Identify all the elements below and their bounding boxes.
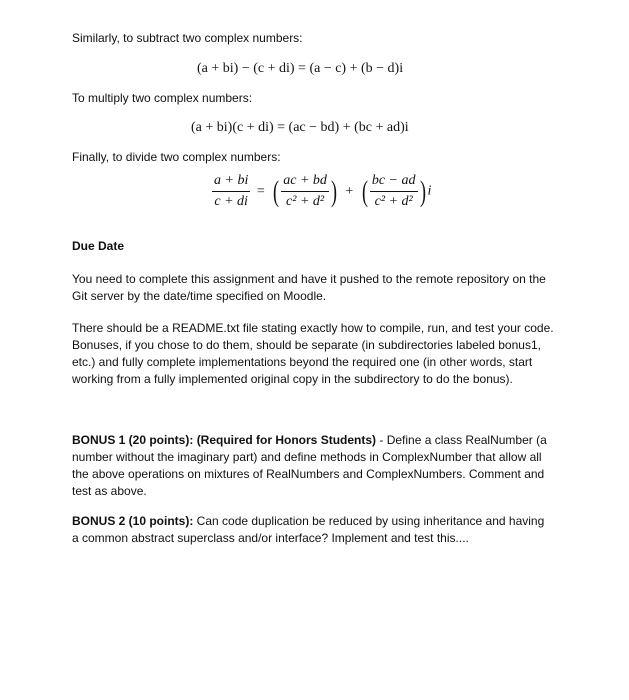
divide-intro: Finally, to divide two complex numbers: bbox=[72, 150, 281, 164]
bonus1-label: BONUS 1 (20 points): bbox=[72, 433, 194, 447]
right-paren-2: ) bbox=[419, 174, 426, 208]
equals-sign: = bbox=[256, 183, 265, 199]
bonus2-paragraph bbox=[72, 513, 554, 547]
bonus1-text: - Define a class RealNumber (a number without the imaginary part) and define methods in ComplexNumber that allow all the above operations on mixtures of RealNumbers and ComplexNumbers. Comment and test as above. bbox=[72, 433, 547, 498]
bonus2-text: Can code duplication be reduced by using inheritance and having a common abstract superclass and/or interface? Implement and test this.... bbox=[72, 514, 545, 545]
readme-paragraph: There should be a README.txt file stating exactly how to compile, run, and test your code. Bonuses, if you chose to do them, should be separate (in subdirectories labeled bonus1, etc.) and fully complete implementations beyond the required one (in other words, start working from a fully implemented original copy in the subdirectory to do the bonus). bbox=[72, 321, 554, 386]
subtract-formula: (a + bi) − (c + di) = (a − c) + (b − d)i bbox=[197, 61, 404, 76]
left-paren-1: ( bbox=[273, 174, 280, 208]
subtract-intro: Similarly, to subtract two complex numbers: bbox=[72, 31, 303, 45]
lhs-numerator: a + bi bbox=[212, 172, 250, 192]
imaginary-denominator: c² + d² bbox=[374, 194, 413, 209]
plus-sign: + bbox=[345, 183, 354, 199]
due-date-paragraph: You need to complete this assignment and have it pushed to the remote repository on the Git server by the date/time specified on Moodle. bbox=[72, 272, 546, 303]
left-paren-2: ( bbox=[361, 174, 368, 208]
right-paren-1: ) bbox=[330, 174, 337, 208]
multiply-formula: (a + bi)(c + di) = (ac − bd) + (bc + ad)i bbox=[191, 120, 409, 135]
bonus1-required: (Required for Honors Students) bbox=[196, 433, 377, 447]
multiply-intro: To multiply two complex numbers: bbox=[72, 91, 253, 105]
divide-formula bbox=[212, 172, 431, 211]
lhs-fraction bbox=[212, 172, 250, 211]
imaginary-unit: i bbox=[427, 183, 432, 199]
bonus2-label: BONUS 2 (10 points): bbox=[72, 514, 194, 528]
lhs-denominator: c + di bbox=[214, 194, 248, 209]
real-numerator: ac + bd bbox=[281, 172, 329, 192]
real-denominator: c² + d² bbox=[286, 194, 325, 209]
due-date-heading: Due Date bbox=[72, 239, 125, 253]
imaginary-part-fraction bbox=[370, 172, 418, 211]
real-part-fraction bbox=[281, 172, 329, 211]
bonus1-paragraph bbox=[72, 432, 554, 500]
imaginary-numerator: bc − ad bbox=[370, 172, 418, 192]
